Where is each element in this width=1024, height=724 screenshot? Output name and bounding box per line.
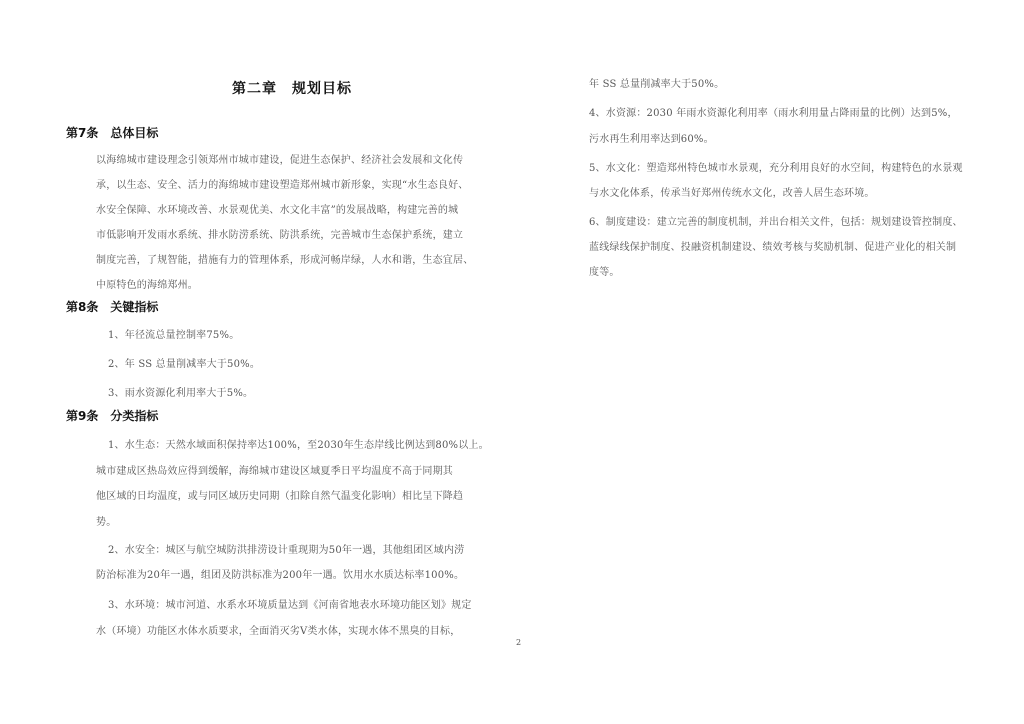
article-7-line: 市低影响开发雨水系统、排水防涝系统、防洪系统，完善城市生态保护系统，建立	[96, 230, 464, 241]
right-column-line: 与水文化体系，传承当好郑州传统水文化，改善人居生态环境。	[589, 188, 875, 199]
right-column-line: 度等。	[589, 267, 620, 278]
article-9-line: 势。	[96, 517, 117, 528]
chapter-title: 第二章 规划目标	[232, 81, 352, 97]
article-9-line: 3、水环境：城市河道、水系水环境质量达到《河南省地表水环境功能区划》规定	[108, 600, 472, 611]
right-column-line: 污水再生利用率达到60%。	[589, 134, 714, 145]
article-9-heading: 第9条 分类指标	[66, 409, 159, 423]
right-column-line: 蓝线绿线保护制度、投融资机制建设、绩效考核与奖励机制、促进产业化的相关制	[589, 242, 957, 253]
article-9-line: 2、水安全：城区与航空城防洪排涝设计重现期为50年一遇，其他组团区域内涝	[108, 545, 465, 556]
article-9-line: 防治标准为20年一遇，组团及防洪标准为200年一遇。饮用水水质达标率100%。	[96, 570, 465, 581]
article-8-heading: 第8条 关键指标	[66, 300, 159, 314]
right-column-line: 6、制度建设：建立完善的制度机制，并出台相关文件，包括：规划建设管控制度、	[589, 217, 963, 228]
article-8-line: 2、年 SS 总量削减率大于50%。	[108, 359, 261, 370]
article-7-line: 水安全保障、水环境改善、水景观优美、水文化丰富”的发展战略，构建完善的城	[96, 205, 459, 216]
article-9-line: 1、水生态：天然水域面积保持率达100%，至2030年生态岸线比例达到80%以上。	[108, 440, 489, 451]
article-9-line: 城市建成区热岛效应得到缓解，海绵城市建设区域夏季日平均温度不高于同期其	[96, 466, 453, 477]
article-8-line: 3、雨水资源化利用率大于5%。	[108, 388, 254, 399]
article-9-line: 他区域的日均温度，或与同区域历史同期（扣除自然气温变化影响）相比呈下降趋	[96, 491, 464, 502]
article-7-heading: 第7条 总体目标	[66, 126, 159, 140]
article-7-line: 以海绵城市建设理念引领郑州市城市建设，促进生态保护、经济社会发展和文化传	[96, 155, 464, 166]
article-8-line: 1、年径流总量控制率75%。	[108, 330, 240, 341]
article-7-line: 制度完善，了规智能，措施有力的管理体系，形成河畅岸绿，人水和谐，生态宜居、	[96, 255, 474, 266]
article-7-line: 承，以生态、安全、活力的海绵城市建设塑造郑州城市新形象，实现“水生态良好、	[96, 180, 469, 191]
right-column-line: 4、水资源：2030 年雨水资源化利用率（雨水利用量占降雨量的比例）达到5%，	[589, 108, 958, 119]
right-column-line: 5、水文化：塑造郑州特色城市水景观，充分利用良好的水空间，构建特色的水景观	[589, 163, 963, 174]
right-column-line: 年 SS 总量削减率大于50%。	[589, 79, 725, 90]
article-9-line: 水（环境）功能区水体水质要求，全面消灭劣Ⅴ类水体，实现水体不黑臭的目标，	[96, 626, 461, 637]
article-7-line: 中原特色的海绵郑州。	[96, 280, 198, 291]
page-number: 2	[516, 638, 522, 647]
